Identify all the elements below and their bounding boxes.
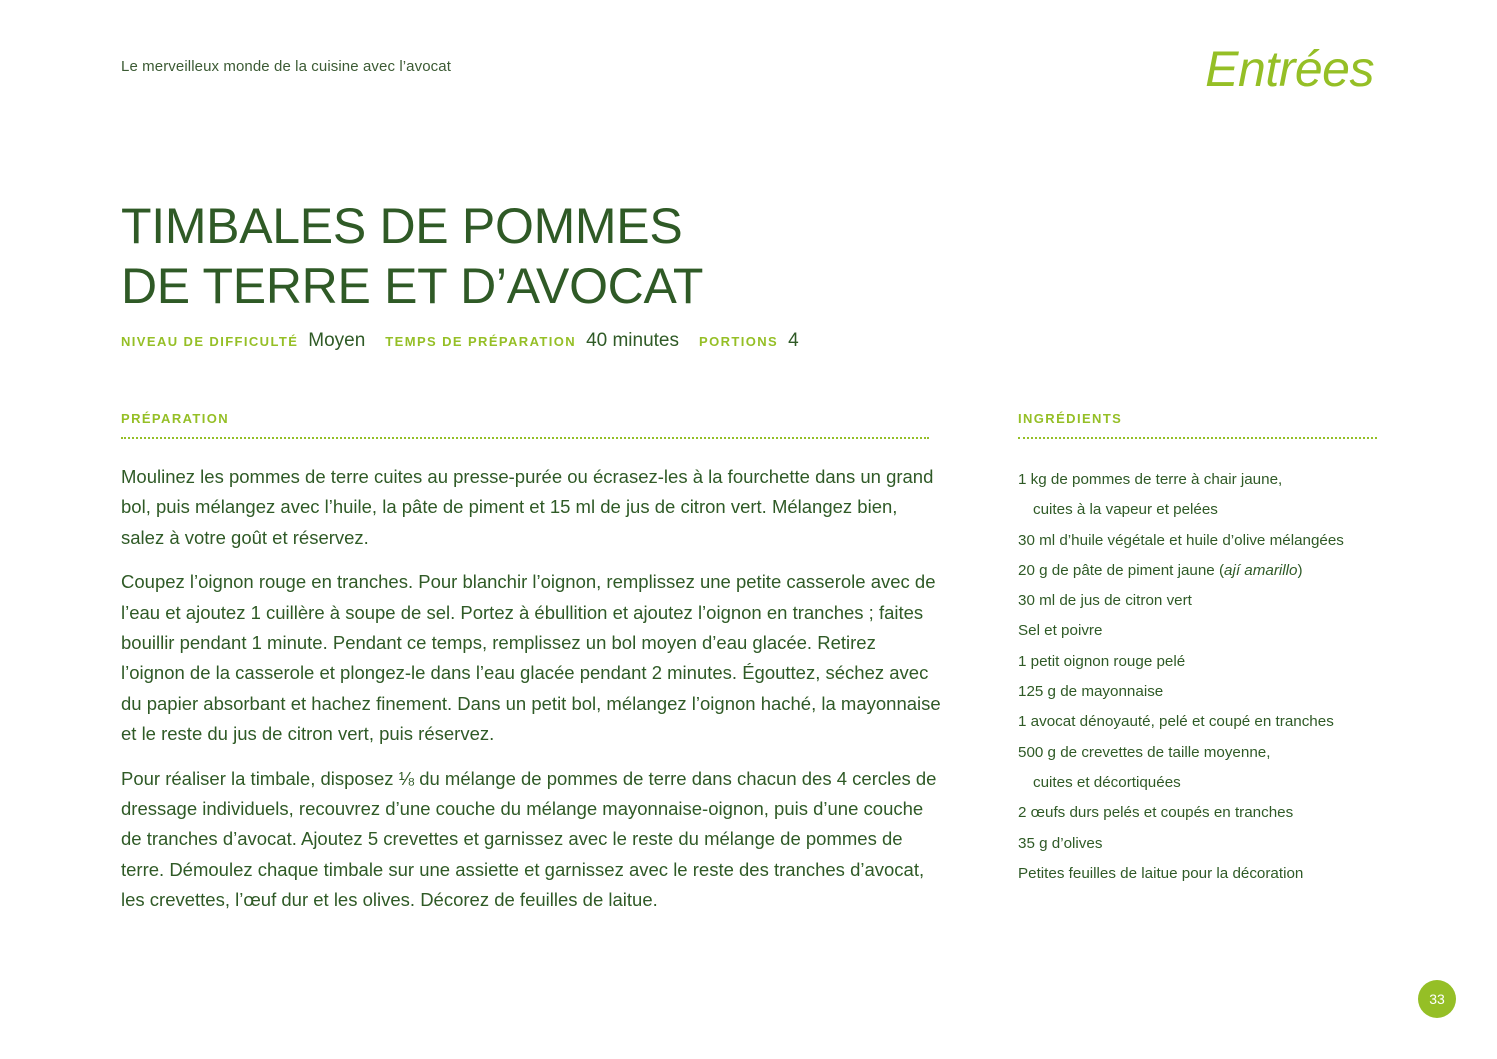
- ingredient-text: 20 g de pâte de piment jaune (: [1018, 561, 1225, 579]
- recipe-title-line-1: TIMBALES DE POMMES: [121, 198, 683, 254]
- difficulty-value: Moyen: [308, 330, 366, 351]
- ingredient-continuation: cuites et décortiquées: [1033, 773, 1181, 791]
- recipe-title: [121, 196, 703, 316]
- ingredient-item: Sel et poivre: [1018, 622, 1103, 640]
- ingredient-italic-term: ají amarillo: [1224, 561, 1298, 579]
- prep-time-label: TEMPS DE PRÉPARATION: [385, 334, 577, 349]
- ingredients-list: [1018, 465, 1388, 889]
- preparation-paragraph-1: Moulinez les pommes de terre cuites au presse-purée ou écrasez-les à la fourchette dans un grand bol, puis mélangez avec l’huile, la pâte de piment et 15 ml de jus de citron vert. Mélangez bien, salez à votre goût et réservez.: [121, 466, 934, 548]
- recipe-title-line-2: DE TERRE ET D’AVOCAT: [121, 258, 704, 314]
- portions-value: 4: [788, 330, 799, 351]
- ingredient-item: 2 œufs durs pelés et coupés en tranches: [1018, 804, 1294, 822]
- running-title: Le merveilleux monde de la cuisine avec l’avocat: [121, 58, 451, 75]
- ingredient-continuation: cuites à la vapeur et pelées: [1033, 501, 1218, 519]
- preparation-paragraph-2: Coupez l’oignon rouge en tranches. Pour blanchir l’oignon, remplissez une petite casserole avec de l’eau et ajoutez 1 cuillère à soupe de sel. Portez à ébullition et ajoutez l’oignon en tranches ; faites bouillir pendant 1 minute. Pendant ce temps, remplissez un bol moyen d’eau glacée. Retirez l’oignon de la casserole et plongez-le dans l’eau glacée pendant 2 minutes. Égouttez, séchez avec du papier absorbant et hachez finement. Dans un petit bol, mélangez l’oignon haché, la mayonnaise et le reste du jus de citron vert, puis réservez.: [121, 571, 941, 744]
- recipe-meta: [121, 330, 819, 352]
- section-title: Entrées: [1205, 41, 1374, 97]
- ingredient-item: [1018, 738, 1388, 799]
- portions-label: PORTIONS: [699, 334, 779, 349]
- page-number: 33: [1429, 991, 1445, 1007]
- difficulty-label: NIVEAU DE DIFFICULTÉ: [121, 334, 299, 349]
- ingredient-item: 30 ml d’huile végétale et huile d’olive mélangées: [1018, 531, 1344, 549]
- ingredient-item: Petites feuilles de laitue pour la décoration: [1018, 864, 1304, 882]
- ingredients-divider: [1018, 437, 1377, 439]
- ingredient-item: 30 ml de jus de citron vert: [1018, 592, 1192, 610]
- preparation-paragraph-3: Pour réaliser la timbale, disposez ⅛ du mélange de pommes de terre dans chacun des 4 cercles de dressage individuels, recouvrez d’une couche du mélange mayonnaise-oignon, puis d’une couche de tranches d’avocat. Ajoutez 5 crevettes et garnissez avec le reste du mélange de pommes de terre. Démoulez chaque timbale sur une assiette et garnissez avec le reste des tranches d’avocat, les crevettes, l’œuf dur et les olives. Décorez de feuilles de laitue.: [121, 767, 937, 910]
- ingredient-item: 1 petit oignon rouge pelé: [1018, 652, 1186, 670]
- ingredients-heading: INGRÉDIENTS: [1018, 411, 1123, 426]
- ingredient-item: [1018, 465, 1388, 526]
- ingredient-text: 500 g de crevettes de taille moyenne,: [1018, 743, 1271, 761]
- preparation-text: [121, 462, 941, 930]
- preparation-heading: PRÉPARATION: [121, 411, 230, 426]
- ingredient-item: 125 g de mayonnaise: [1018, 683, 1164, 701]
- page-number-badge: [1418, 980, 1456, 1018]
- ingredient-item: [1018, 556, 1388, 586]
- ingredient-text: ): [1297, 561, 1303, 579]
- ingredient-item: 1 avocat dénoyauté, pelé et coupé en tranches: [1018, 713, 1334, 731]
- ingredient-text: 1 kg de pommes de terre à chair jaune,: [1018, 471, 1283, 488]
- preparation-divider: [121, 437, 929, 439]
- ingredient-item: 35 g d’olives: [1018, 834, 1103, 852]
- prep-time-value: 40 minutes: [586, 330, 680, 351]
